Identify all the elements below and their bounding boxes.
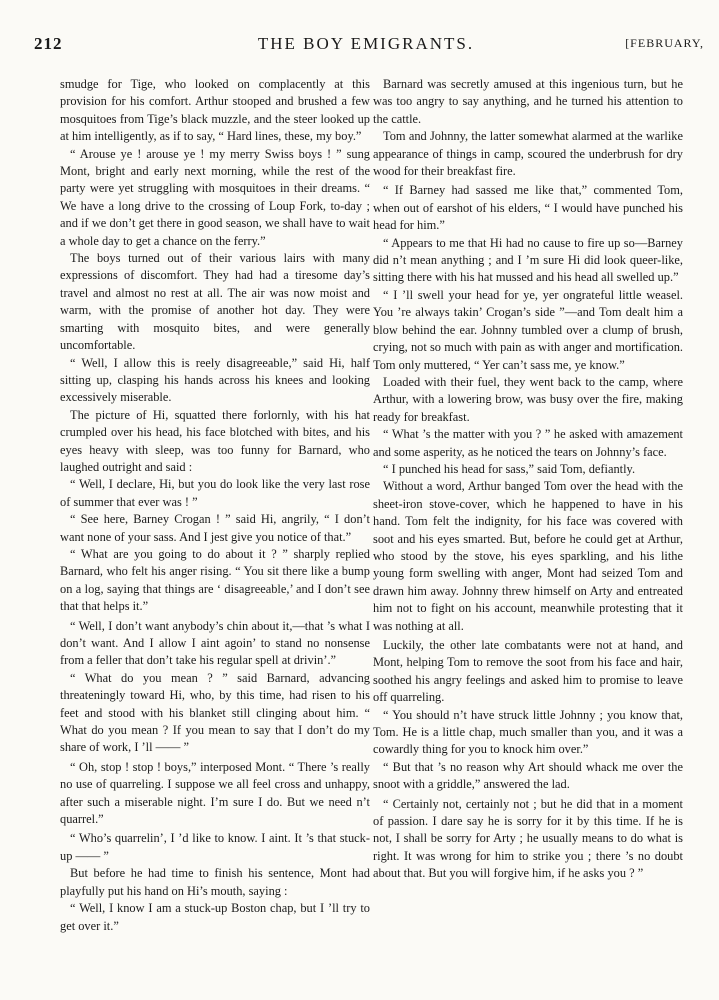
paragraph: Tom and Johnny, the latter somewhat alarmed at the warlike appearance of things in camp, scoured the underbrush for dry wood for their breakfast fire. <box>373 129 683 179</box>
paragraph: “ Well, I declare, Hi, but you do look like the very last rose of summer that ever was ! ” <box>60 477 370 509</box>
paragraph: Loaded with their fuel, they went back to the camp, where Arthur, with a lowering brow, was busy over the fire, making ready for breakfast. <box>373 374 683 424</box>
page-number: 212 <box>34 34 63 53</box>
paragraph: The picture of Hi, squatted there forlornly, with his hat crumpled over his head, his face blotched with bites, and his eyes heavy with sleep, was too funny for Barnard, who laughed outright and said : <box>60 407 370 474</box>
paragraph: Luckily, the other late combatants were not at hand, and Mont, helping Tom to remove the soot from his face and hair, soothed his angry feelings and asked him to promise to leave off quarreling. <box>373 638 683 705</box>
paragraph: “ Certainly not, certainly not ; but he did that in a moment of passion. I dare say he is sorry for it by this time. If he is not, I shall be sorry for Arty ; he usually means to do what is right. It was wrong for him to strike you ; there ’s no doubt about that. But you will forgive him, if he asks you ? ” <box>373 796 683 881</box>
paragraph: “ What do you mean ? ” said Barnard, advancing threateningly toward Hi, who, by this time, had risen to his feet and stood with his blanket still clinging about him. “ What do you mean ? If you mean to say that I don’t do my share of work, I ’ll —— ” <box>60 670 370 755</box>
paragraph: But before he had time to finish his sentence, Mont had playfully put his hand on Hi’s mouth, saying : <box>60 866 370 898</box>
paragraph: “ I ’ll swell your head for ye, yer ongrateful little weasel. You ’re always takin’ Crogan’s side ”—and Tom dealt him a blow behind the ear. Johnny tumbled over a clump of brush, crying, not so much with pain as with anger and mortification. Tom only muttered, “ Yer can’t sass me, ye know.” <box>373 287 683 372</box>
paragraph: “ I punched his head for sass,” said Tom, defiantly. <box>383 461 636 476</box>
running-header <box>28 34 704 58</box>
paragraph: “ What ’s the matter with you ? ” he asked with amazement and some asperity, as he noticed the tears on Johnny’s face. <box>373 427 683 459</box>
paragraph: “ Well, I allow this is reely disagreeable,” said Hi, half sitting up, clasping his hands across his knees and looking excessively miserable. <box>60 355 370 405</box>
left-column <box>60 76 370 976</box>
paragraph: “ Well, I know I am a stuck-up Boston chap, but I ’ll try to get over it.” <box>60 901 370 933</box>
paragraph: “ Arouse ye ! arouse ye ! my merry Swiss boys ! ” sung Mont, bright and early next morning, while the rest of the party were yet struggling with mosquitoes in their dreams. “ We have a long drive to the crossing of Loup Fork, to-day ; and if we don’t get there in good season, we shall have to wait a whole day to get a chance on the ferry.” <box>60 146 370 248</box>
paragraph: “ What are you going to do about it ? ” sharply replied Barnard, who felt his anger rising. “ You sit there like a bump on a log, saying that things are ‘ disagreeable,’ and I don’t see that that helps it.” <box>60 546 370 614</box>
paragraph: “ Who’s quarrelin’, I ’d like to know. I aint. It ’s that stuck-up —— ” <box>60 831 370 863</box>
paragraph: The boys turned out of their various lairs with many expressions of discomfort. They had had a tiresome day’s travel and almost no rest at all. The air was now moist and warm, with the promise of another hot day. They were smarting with mosquito bites, and were generally uncomfortable. <box>60 251 370 353</box>
paragraph: “ Well, I don’t want anybody’s chin about it,—that ’s what I don’t want. And I allow I aint agoin’ to stand no nonsense from a feller that don’t take his regular spell at drivin’.” <box>60 618 370 668</box>
paragraph: “ Appears to me that Hi had no cause to fire up so—Barney did n’t mean anything ; and I ’m sure Hi did look queer-like, sitting there with his hat mussed and his head all swelled up.” <box>373 235 683 285</box>
paragraph: smudge for Tige, who looked on complacently at this provision for his comfort. Arthur stooped and brushed a few mosquitoes from Tige’s black muzzle, and the steer looked up at him intelligently, as if to say, “ Hard lines, these, my boy.” <box>60 77 370 144</box>
paragraph: Barnard was secretly amused at this ingenious turn, but he was too angry to say anything, and he turned his attention to the cattle. <box>373 77 683 126</box>
paragraph: “ See here, Barney Crogan ! ” said Hi, angrily, “ I don’t want none of your sass. And I jest give you notice of that.” <box>60 512 370 544</box>
paragraph: “ But that ’s no reason why Art should whack me over the snoot with a griddle,” answered the lad. <box>373 759 683 792</box>
right-column <box>373 76 683 976</box>
paragraph: “ You should n’t have struck little Johnny ; you know that, Tom. He is a little chap, much smaller than you, and it was a cowardly thing for you to knock him over.” <box>373 707 683 757</box>
magazine-title: THE BOY EMIGRANTS. <box>257 34 475 53</box>
paragraph: Without a word, Arthur banged Tom over the head with the sheet-iron stove-cover, which he happened to have in his hand. Tom felt the indignity, for his face was covered with soot and his eyes smarted. But, before he could get at Arthur, who stood by the stove, his eyes sparkling, and his lithe young form swelling with anger, Mont had seized Tom and drawn him away. Johnny threw himself on Arty and entreated him not to fight on his account, meanwhile protesting that it was nothing at all. <box>373 479 683 633</box>
paragraph: “ Oh, stop ! stop ! boys,” interposed Mont. “ There ’s really no use of quarreling. I suppose we all feel cross and unhappy, after such a miserable night. I’m sure I do. But we need n’t quarrel.” <box>60 759 370 827</box>
paragraph: “ If Barney had sassed me like that,” commented Tom, when out of earshot of his elders, “ I would have punched his head for him.” <box>373 183 683 233</box>
issue-month: [FEBRUARY, <box>625 36 704 50</box>
